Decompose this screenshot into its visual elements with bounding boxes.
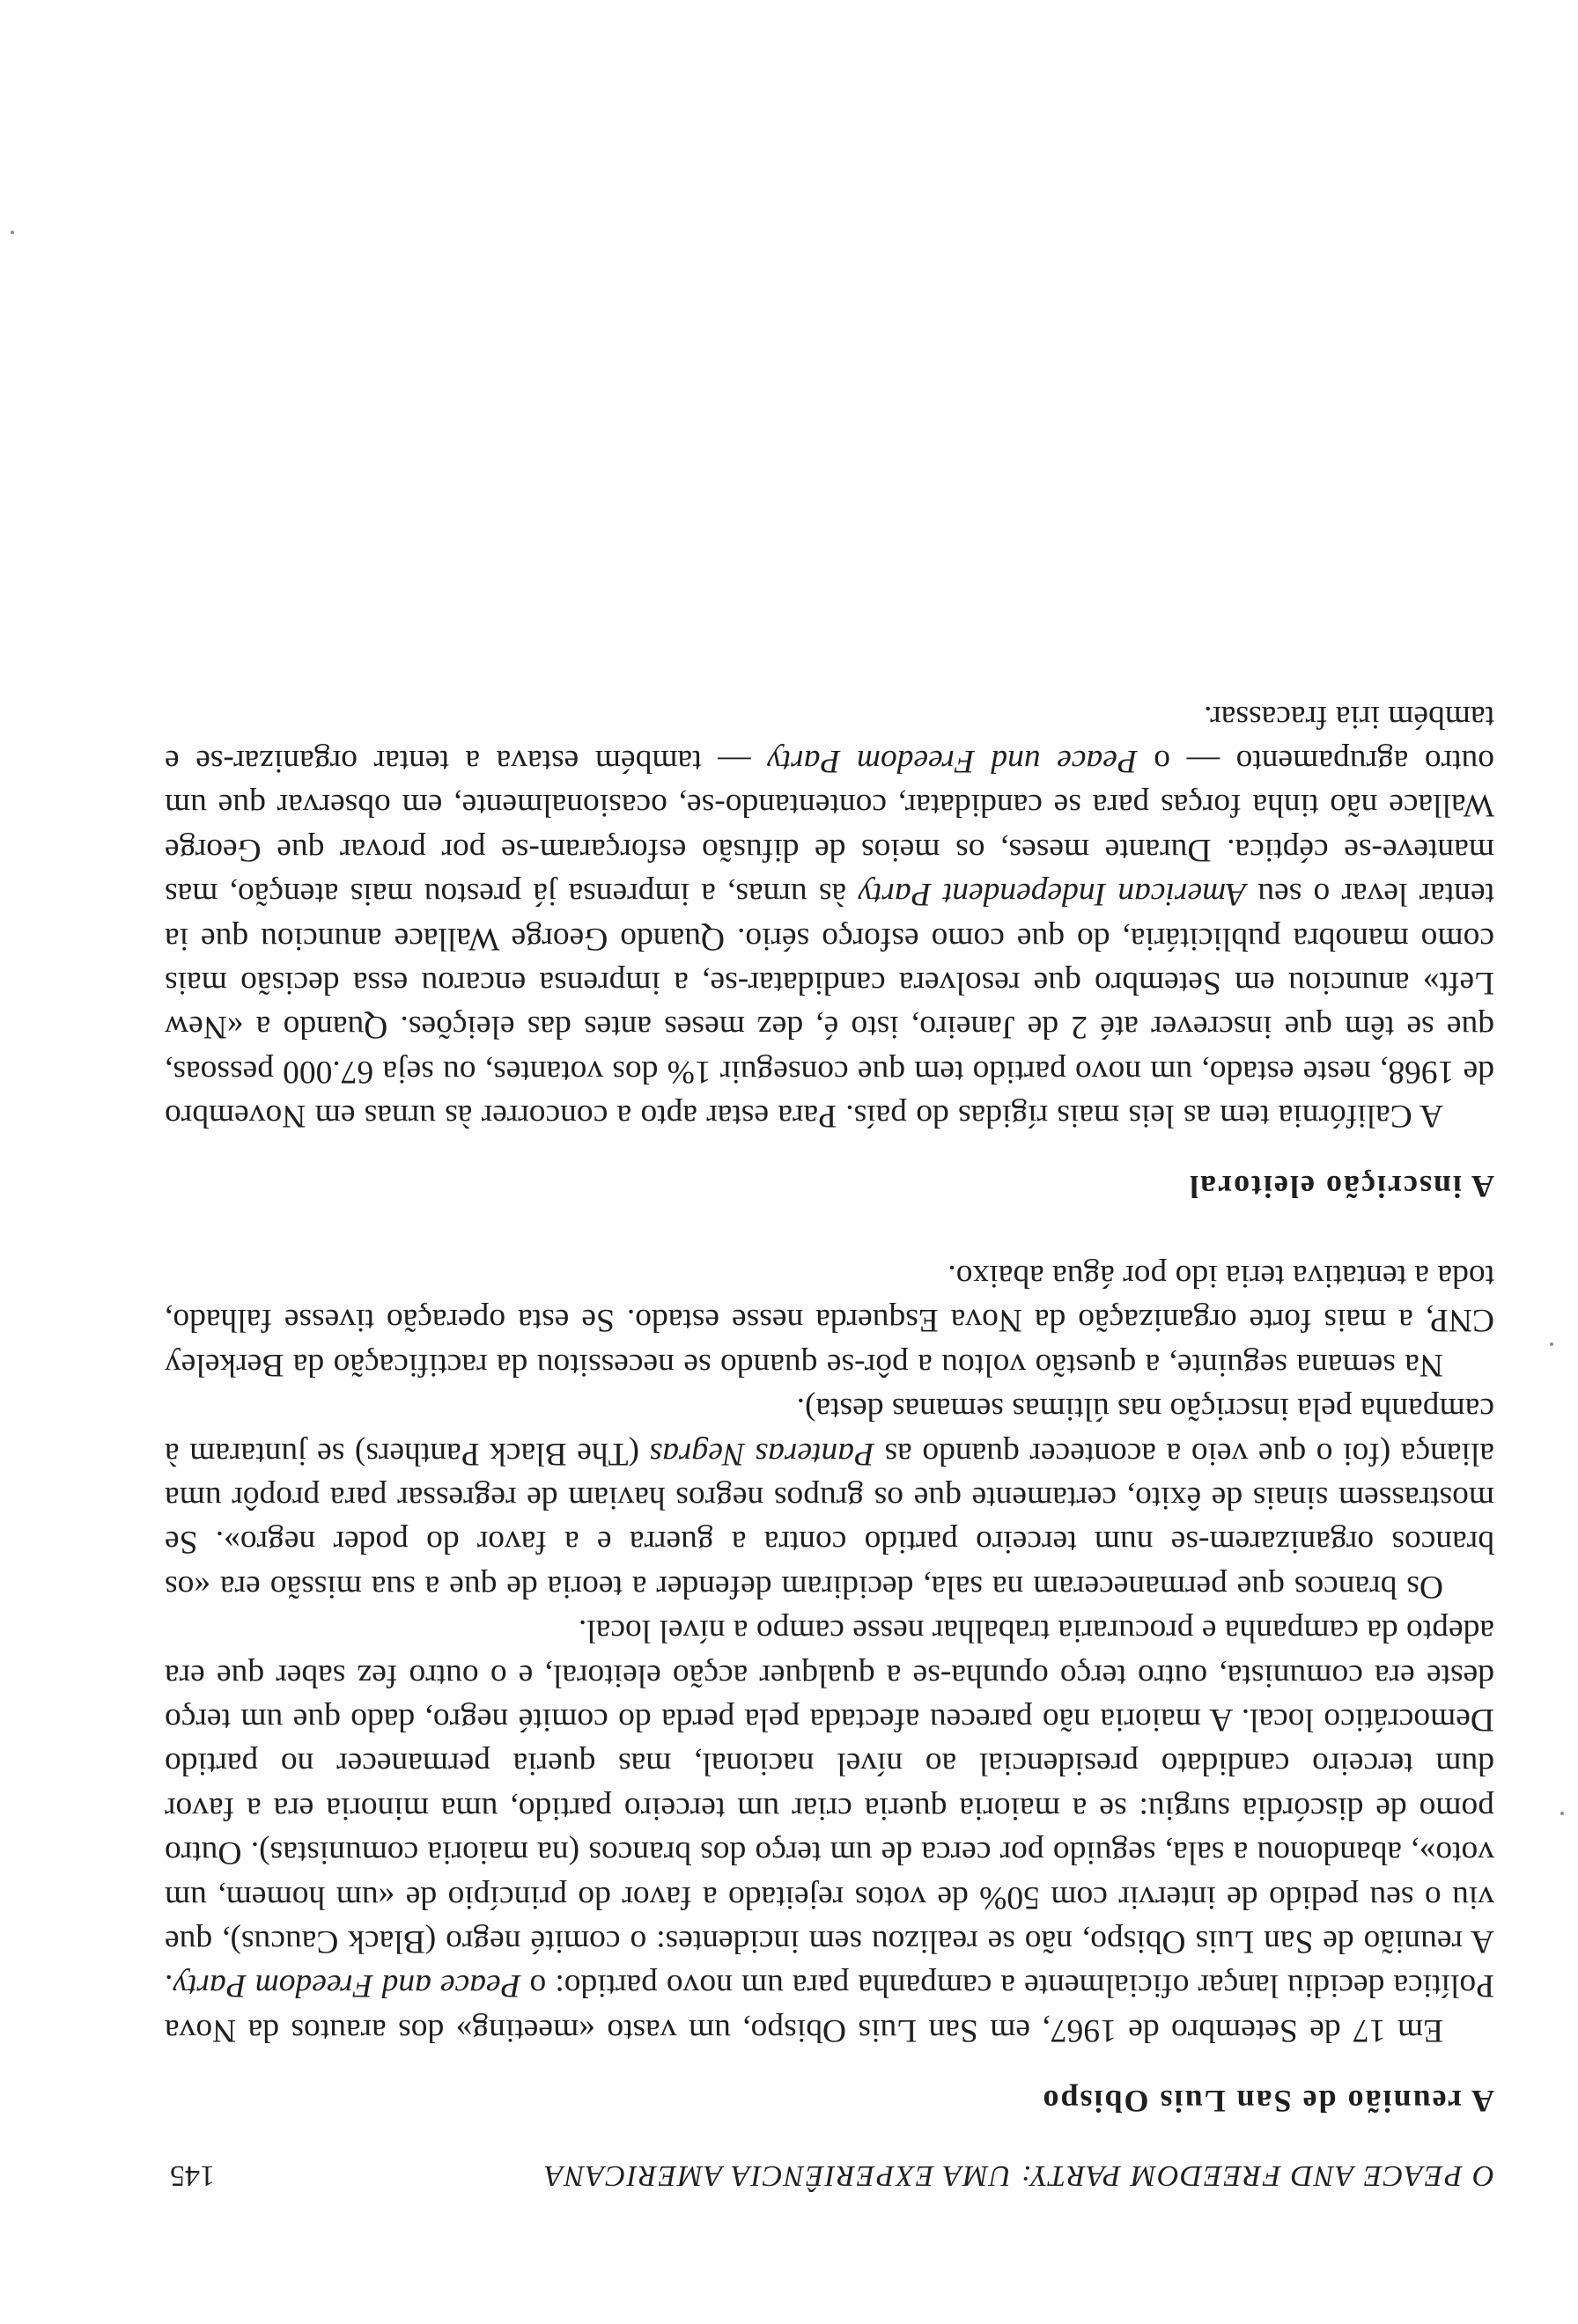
paragraph-meeting: Em 17 de Setembro de 1967, em San Luis Obispo, um vasto «meeting» dos arautos da Nova Política decidiu lançar oficialmente a campanha para um novo partido: o Peace and Freedom Party. A reunião de San Luis Obispo, não se realizou sem incidentes: o comité negro (Black Caucus), que viu o seu pedido de intervir com 50% de votos rejeitado a favor do princípio de «um homem, um voto», abandonou a sala, seguido por cerca de um terço dos brancos (na maioria comunistas). Outro pomo de discórdia surgiu: se a maioria queria criar um terceiro partido, uma minoria era a favor dum terceiro candidato presidencial ao nível nacional, mas queria permanecer no partido Democrático local. A maioria não pareceu afectada pela perda do comité negro, dado que um terço deste era comunista, outro terço opunha-se a qualquer acção eleitoral, e o outro fez saber que era adepto da campanha e procuraria trabalhar nesse campo a nível local. — [165, 1613, 1494, 2048]
text-block — [165, 694, 1494, 2192]
paragraph-california: A Califórnia tem as leis mais rígidas do país. Para estar apto a concorrer às urnas em Novembro de 1968, neste estado, um novo partido tem que conseguir 1% dos votantes, ou seja 67.000 pessoas, que se têm que inscrever até 2 de Janeiro, isto é, dez meses antes das eleições. Quando a «New Left» anunciou em Setembro que resolvera candidatar-se, a imprensa encarou essa decisão mais como manobra publicitária, do que como esforço sério. Quando George Wallace anunciou que ia tentar levar o seu American Independent Party às urnas, a imprensa já prestou mais atenção, mas manteve-se céptica. Durante meses, os meios de difusão esforçaram-se por provar que George Wallace não tinha forças para se candidatar, contentando-se, ocasionalmente, em observar que um outro agrupamento — o Peace und Freedom Party — também estava a tentar organizar-se e também iria fracassar. — [164, 698, 1494, 1135]
section-heading-san-luis-obispo: A reunião de San Luis Obispo — [1041, 2084, 1494, 2119]
section-heading-inscricao-eleitoral: A inscrição eleitoral — [1188, 1169, 1494, 1205]
running-head — [165, 2159, 1494, 2192]
running-head-title: O PEACE AND FREEDOM PARTY: UMA EXPERIÊNCIA AMERICANA — [543, 2159, 1494, 2192]
page-number: 145 — [170, 2159, 215, 2192]
paragraph-brancos: Os brancos que permaneceram na sala, decidiram defender a teoria de que a sua missão era «os brancos organizarem-se num terceiro partido contra a guerra e a favor do poder negro». Se mostrassem sinais de êxito, certamente que os grupos negros haviam de regressar para propôr uma aliança (foi o que veio a acontecer quando as Panteras Negras (The Black Panthers) se juntaram à campanha pela inscrição nas últimas semanas desta). — [164, 1391, 1494, 1605]
paragraph-semana-seguinte: Na semana seguinte, a questão voltou a pôr-se quando se necessitou da ractificação da Berkeley CNP, a mais forte organização da Nova Esquerda nesse estado. Se esta operação tivesse falhado, toda a tentativa teria ido por água abaixo. — [165, 1257, 1494, 1383]
